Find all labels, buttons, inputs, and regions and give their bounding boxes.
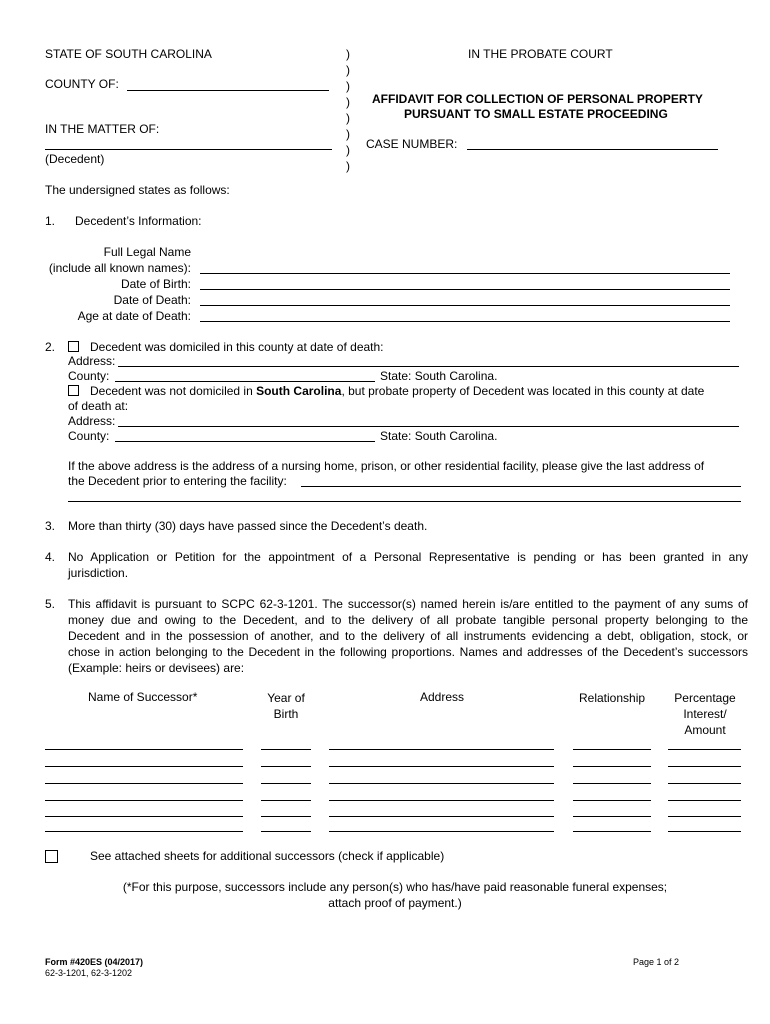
not-domiciled-label-2: of death at: [68,399,129,413]
col-name-header: Name of Successor* [88,690,198,704]
case-number-field[interactable] [467,149,718,150]
full-name-label-2: (include all known names): [48,261,191,275]
successor-percentage-field[interactable] [668,800,741,801]
successor-address-field[interactable] [329,783,554,784]
col-year-header-2: Birth [273,707,299,721]
successor-year-field[interactable] [261,816,311,817]
section-3-text: More than thirty (30) days have passed since the Decedent’s death. [68,519,428,533]
county-field[interactable] [127,90,329,91]
successor-year-field[interactable] [261,831,311,832]
col-address-header: Address [420,690,465,704]
court-heading: IN THE PROBATE COURT [468,47,613,61]
successor-year-field[interactable] [261,800,311,801]
dob-label: Date of Birth: [120,277,191,291]
county-label: COUNTY OF: [45,77,119,91]
successor-year-field[interactable] [261,783,311,784]
section-3-number: 3. [45,519,56,533]
domiciled-label: Decedent was domiciled in this county at date of death: [90,340,384,354]
dod-label: Date of Death: [113,293,191,307]
additional-successors-label: See attached sheets for additional successors (check if applicable) [90,849,445,863]
successor-percentage-field[interactable] [668,766,741,767]
state-label-2: State: South Carolina. [380,429,498,443]
section-2-number: 2. [45,340,56,354]
successor-address-field[interactable] [329,766,554,767]
intro-text: The undersigned states as follows: [45,183,230,197]
full-name-label-1: Full Legal Name [103,245,191,259]
successor-relationship-field[interactable] [573,800,651,801]
col-year-header-1: Year of [267,691,305,705]
funeral-note-2: attach proof of payment.) [328,896,462,910]
successor-relationship-field[interactable] [573,749,651,750]
successor-address-field[interactable] [329,800,554,801]
county-field-2[interactable] [115,441,375,442]
age-label: Age at date of Death: [77,309,191,323]
successor-percentage-field[interactable] [668,783,741,784]
address-field-1[interactable] [118,366,739,367]
section-5-number: 5. [45,597,56,611]
nursing-text-2: the Decedent prior to entering the facility: [68,474,287,488]
successor-percentage-field[interactable] [668,749,741,750]
county-label-1: County: [68,369,110,383]
dod-field[interactable] [200,305,730,306]
successor-address-field[interactable] [329,831,554,832]
successor-address-field[interactable] [329,749,554,750]
section-1-title: Decedent’s Information: [75,214,202,228]
successor-relationship-field[interactable] [573,831,651,832]
col-pct-header-1: Percentage [674,691,736,705]
section-4-line1: No Application or Petition for the appointment of a Personal Representative is pending or has been granted in any [68,550,748,564]
prior-address-field-1[interactable] [301,486,741,487]
state-label-1: State: South Carolina. [380,369,498,383]
statute-codes: 62-3-1201, 62-3-1202 [45,968,133,978]
section-1-number: 1. [45,214,56,228]
form-title-line1: AFFIDAVIT FOR COLLECTION OF PERSONAL PROPERTY [372,92,703,106]
successor-name-field[interactable] [45,831,243,832]
successor-name-field[interactable] [45,749,243,750]
domiciled-checkbox[interactable] [68,341,79,352]
not-domiciled-label: Decedent was not domiciled in South Carolina, but probate property of Decedent was located in this county at date [90,384,705,398]
address-label-2: Address: [68,414,116,428]
state-heading: STATE OF SOUTH CAROLINA [45,47,212,61]
case-number-label: CASE NUMBER: [366,137,458,151]
successor-address-field[interactable] [329,816,554,817]
successor-percentage-field[interactable] [668,816,741,817]
form-title-line2: PURSUANT TO SMALL ESTATE PROCEEDING [404,107,668,121]
nursing-text-1: If the above address is the address of a nursing home, prison, or other residential facility, please give the last address of [68,459,705,473]
section-4-number: 4. [45,550,56,564]
col-relationship-header: Relationship [579,691,646,705]
not-domiciled-checkbox[interactable] [68,385,79,396]
address-field-2[interactable] [118,426,739,427]
successor-name-field[interactable] [45,800,243,801]
full-name-field[interactable] [200,273,730,274]
successor-percentage-field[interactable] [668,831,741,832]
section-5-line1: This affidavit is pursuant to SCPC 62-3-1201. The successor(s) named herein is/are entitled to the payment of any sums of [68,597,748,611]
matter-label: IN THE MATTER OF: [45,122,160,136]
address-label-1: Address: [68,354,116,368]
section-5-line3: Decedent and in the possession of another, and to the delivery of all instruments evidencing a debt, obligation, stock, or [68,629,748,643]
col-pct-header-2: Interest/ [683,707,727,721]
county-field-1[interactable] [115,381,375,382]
successor-relationship-field[interactable] [573,783,651,784]
funeral-note-1: (*For this purpose, successors include any person(s) who has/have paid reasonable funeral expenses; [122,880,668,894]
section-5-line4: chose in action belonging to the Decedent in the following proportions. Names and addresses of the Decedent’s successors [68,645,748,659]
successor-relationship-field[interactable] [573,816,651,817]
page-number: Page 1 of 2 [633,957,680,967]
successor-year-field[interactable] [261,749,311,750]
section-4-line2: jurisdiction. [68,566,129,580]
section-5-line2: money due and owing to the Decedent, and to the delivery of all probate tangible personal property belonging to the [68,613,748,627]
decedent-name-field[interactable] [45,149,332,150]
age-field[interactable] [200,321,730,322]
successor-name-field[interactable] [45,766,243,767]
prior-address-field-2[interactable] [68,501,741,502]
successor-year-field[interactable] [261,766,311,767]
form-number: Form #420ES (04/2017) [45,957,144,967]
section-5-line5: (Example: heirs or devisees) are: [68,661,245,675]
successor-relationship-field[interactable] [573,766,651,767]
successor-name-field[interactable] [45,816,243,817]
successor-name-field[interactable] [45,783,243,784]
additional-successors-checkbox[interactable] [45,850,58,863]
decedent-label: (Decedent) [45,152,105,166]
col-pct-header-3: Amount [684,723,726,737]
county-label-2: County: [68,429,110,443]
dob-field[interactable] [200,289,730,290]
